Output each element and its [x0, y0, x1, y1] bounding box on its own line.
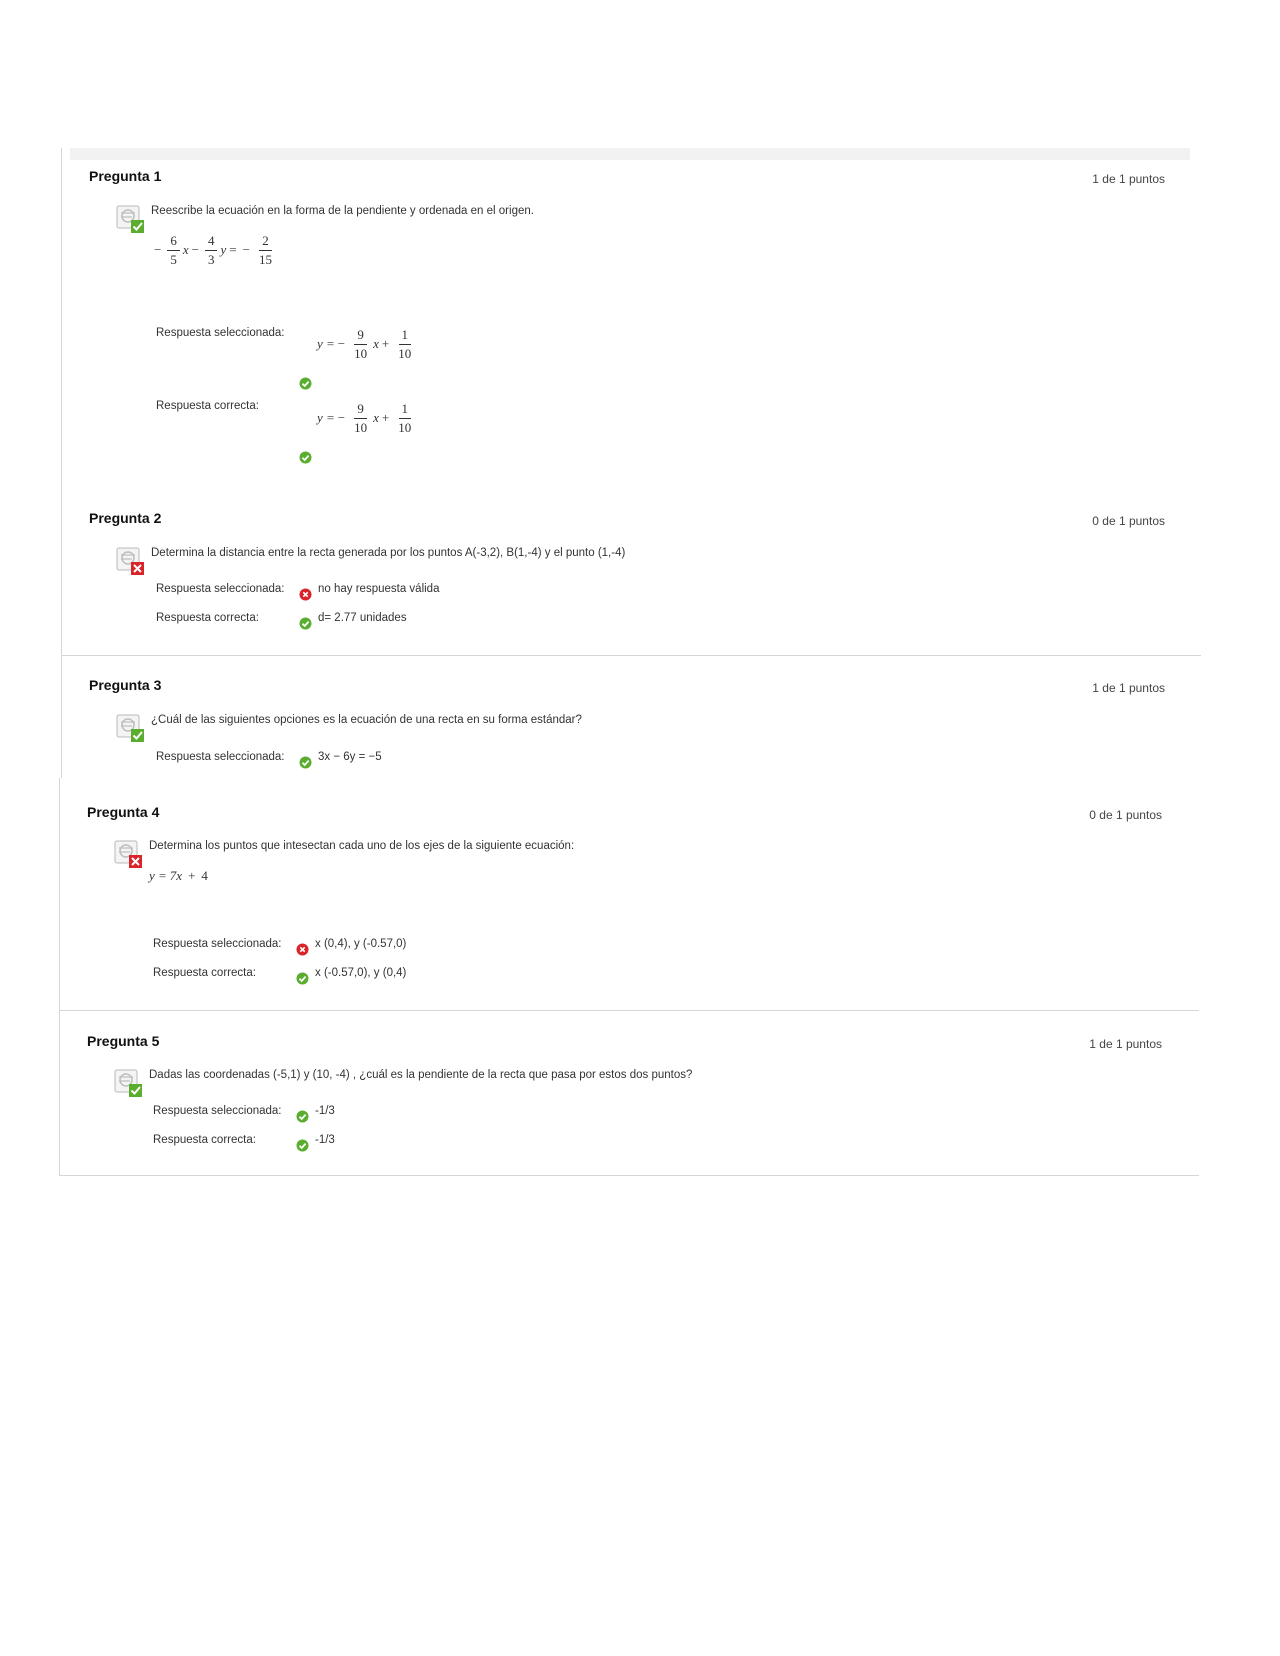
fraction: $\frac{6}{5}$ [167, 234, 180, 266]
question-equation: y = 7x + 4 [149, 868, 208, 883]
correct-answer-label: Respuesta correcta: [156, 400, 259, 412]
question-equation [151, 234, 278, 266]
minus-sign: − [154, 242, 162, 258]
correct-check-icon [296, 1139, 309, 1152]
selected-answer-label: Respuesta seleccionada: [156, 751, 285, 763]
divider [59, 1175, 1199, 1176]
selected-answer-equation: y = − $\frac{9}{10}$ x + $\frac{1}{10}$ [317, 327, 412, 361]
minus-sign: − [242, 242, 250, 258]
correct-answer-value: x (-0.57,0), y (0,4) [315, 967, 407, 979]
question-text: Reescribe la ecuación en la forma de la pendiente y ordenada en el origen. [151, 205, 534, 217]
operator: − [191, 242, 199, 258]
correct-answer-label: Respuesta correcta: [153, 1134, 256, 1146]
variable: y [220, 242, 227, 258]
question-points: 1 de 1 puntos [1092, 681, 1165, 695]
question-text: ¿Cuál de las siguientes opciones es la ecuación de una recta en su forma estándar? [151, 714, 582, 726]
question-points: 1 de 1 puntos [1092, 172, 1165, 186]
correct-answer-label: Respuesta correcta: [156, 612, 259, 624]
correct-check-icon [296, 1110, 309, 1123]
selected-answer-label: Respuesta seleccionada: [156, 583, 285, 595]
selected-answer-label: Respuesta seleccionada: [153, 938, 282, 950]
question-title: Pregunta 1 [89, 168, 162, 184]
frame-left-line-lower [59, 778, 60, 1176]
correct-check-icon [299, 756, 312, 769]
incorrect-x-icon [299, 588, 312, 601]
question-text: Determina la distancia entre la recta generada por los puntos A(-3,2), B(1,-4) y el punto (1,-4) [151, 547, 626, 559]
correct-answer-label: Respuesta correcta: [153, 967, 256, 979]
fraction: $\frac{4}{3}$ [205, 234, 218, 266]
question-title: Pregunta 3 [89, 677, 162, 693]
question-title: Pregunta 2 [89, 510, 162, 526]
selected-answer-value: x (0,4), y (-0.57,0) [315, 938, 407, 950]
question-text: Dadas las coordenadas (-5,1) y (10, -4) , ¿cuál es la pendiente de la recta que pasa por estos dos puntos? [149, 1069, 693, 1081]
equals-sign: = [229, 242, 237, 258]
correct-check-icon [296, 972, 309, 985]
question-text: Determina los puntos que intesectan cada uno de los ejes de la siguiente ecuación: [149, 840, 575, 852]
incorrect-x-icon [296, 943, 309, 956]
header-strip [70, 148, 1190, 160]
question-points: 1 de 1 puntos [1089, 1037, 1162, 1051]
selected-answer-label: Respuesta seleccionada: [156, 327, 285, 339]
question-points: 0 de 1 puntos [1089, 808, 1162, 822]
correct-check-icon [299, 617, 312, 630]
question-correct-icon [116, 713, 146, 743]
question-correct-icon [114, 1068, 144, 1098]
question-correct-icon [116, 204, 146, 234]
selected-answer-label: Respuesta seleccionada: [153, 1105, 282, 1117]
correct-answer-value: d= 2.77 unidades [318, 612, 407, 624]
correct-answer-equation: y = − $\frac{9}{10}$ x + $\frac{1}{10}$ [317, 401, 412, 435]
question-incorrect-icon [114, 839, 144, 869]
question-title: Pregunta 5 [87, 1033, 160, 1049]
divider [61, 655, 1201, 656]
fraction: $\frac{2}{15}$ [258, 233, 272, 267]
frame-left-line [61, 148, 62, 778]
question-title: Pregunta 4 [87, 804, 160, 820]
selected-answer-value: -1/3 [315, 1105, 335, 1117]
variable: x [182, 242, 189, 258]
correct-check-icon [299, 377, 312, 390]
question-incorrect-icon [116, 546, 146, 576]
correct-check-icon [299, 451, 312, 464]
divider [59, 1010, 1199, 1011]
selected-answer-value: no hay respuesta válida [318, 583, 440, 595]
correct-answer-value: -1/3 [315, 1134, 335, 1146]
question-points: 0 de 1 puntos [1092, 514, 1165, 528]
selected-answer-value: 3x − 6y = −5 [318, 751, 382, 763]
